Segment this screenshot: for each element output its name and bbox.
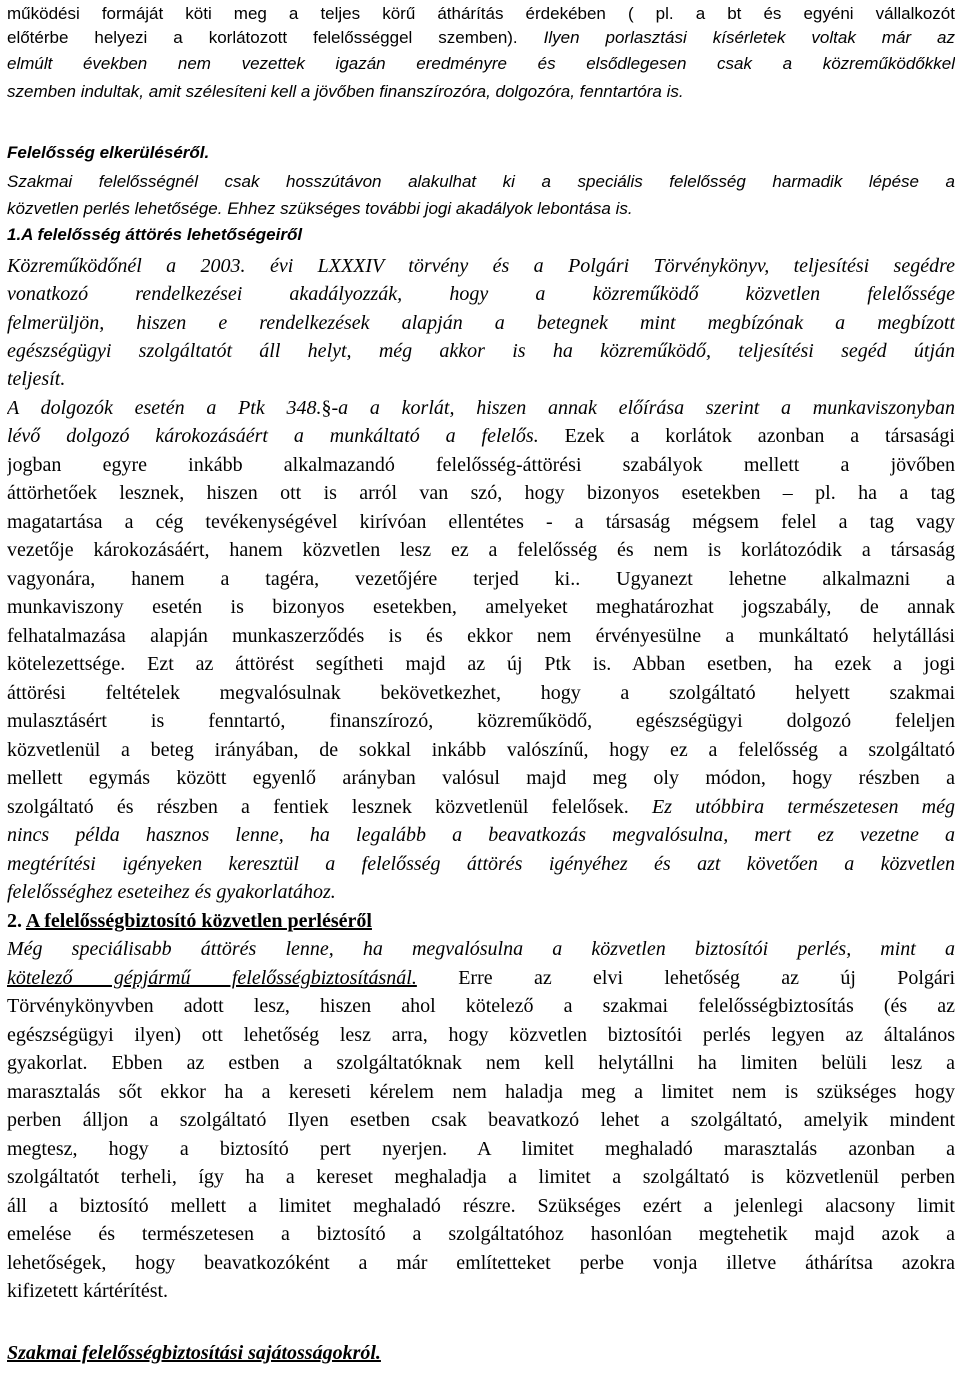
text-line [7,221,955,248]
text-line [7,366,955,393]
text-run: nincs példa hasznos lenne, ha legalább a beavatkozás megvalósulna, mert ez vezetne a [7,824,955,846]
text-run: 1.A felelősség áttörés lehetőségeiről [7,225,303,244]
text-run: lehetőségek, hogy beavatkozóként a már említetteket perbe vonja illetve áthárítsa azokra [7,1252,955,1274]
text-line [7,737,955,764]
text-line [7,965,955,992]
text-line [7,651,955,678]
text-run: megtérítési igényeken keresztül a felelősség áttörés igényéhez és azt követően a közvetlen [7,853,955,875]
text-run: teljesít. [7,368,66,390]
text-run: § [321,397,332,419]
text-run: vonatkozó rendelkezései akadályozzák, hogy a közreműködő közvetlen felelőssége [7,283,955,305]
text-line [7,24,955,51]
text-line [7,879,955,906]
text-line [7,1221,955,1248]
text-line [7,253,955,280]
text-line [7,566,955,593]
text-line [7,1340,955,1367]
text-run: gyakorlat. Ebben az estben a szolgáltatóknak nem kell helytállni ha limiten belüli lesz a [7,1052,955,1074]
text-run: felhatalmazása alapján munkaszerződés is és ekkor nem érvényesülne a munkáltató helytállási [7,625,955,647]
text-run: áttörési feltételek megvalósulnak bekövetkezhet, hogy a szolgáltató helyett szakmai [7,682,955,704]
text-line [7,509,955,536]
text-line [7,452,955,479]
text-run: elmúlt években nem vezettek igazán eredményre és elsődlegesen csak a közreműködőkkel [7,54,955,73]
text-run: kötelezettsége. Ezt az áttörést segítheti majd az új Ptk is. Abban esetben, ha ezek a jogi [7,653,955,675]
text-run: mulasztásért is fenntartó, finanszírozó, közreműködő, egészségügyi dolgozó feleljen [7,710,955,732]
text-line [7,139,955,166]
text-line [7,1250,955,1277]
text-run: jogban egyre inkább alkalmazandó felelősség-áttörési szabályok mellett a jövőben [7,454,955,476]
text-run: egészségügyi szolgáltatót áll helyt, még akkor is ha közreműködő, teljesítési segéd útján [7,340,955,362]
text-line [7,0,955,27]
text-run: szolgáltató és részben a fentiek lesznek közvetlenül felelősek. [7,796,653,818]
text-run: közvetlenül a beteg irányában, de sokkal inkább valószínű, hogy ez a felelősség a szolgáltató [7,739,955,761]
text-line [7,794,955,821]
text-run: A dolgozók esetén a Ptk 348. [7,397,322,419]
text-run: Ezek a korlátok azonban a társasági [538,425,955,447]
text-run: lévő dolgozó károkozásáért a munkáltató a felelős. [7,425,539,447]
text-line [7,78,955,105]
text-run: perben álljon a szolgáltató Ilyen esetben csak beavatkozó lehet a szolgáltató, amelyik mindent [7,1109,955,1131]
text-line [7,993,955,1020]
text-line [7,708,955,735]
text-run: szolgáltatót terheli, így ha a kereset meghaladja a limitet a szolgáltató is közvetlenül perben [7,1166,955,1188]
text-line [7,1278,955,1305]
text-run: Erre az elvi lehetőség az új Polgári [416,967,955,989]
text-run: kifizetett kártérítést. [7,1280,169,1302]
text-run: előtérbe helyezi a korlátozott felelősséggel szemben). [7,28,544,47]
text-run: Szakmai felelősségbiztosítási sajátosságokról. [7,1342,381,1364]
text-line [7,1079,955,1106]
text-line [7,537,955,564]
text-run: 2. [7,910,26,932]
text-run: működési formáját köti meg a teljes körű áthárítás érdekében ( pl. a bt és egyéni vállalkozót [7,4,955,23]
text-run: Szakmai felelősségnél csak hosszútávon alakulhat ki a speciális felelősség harmadik lépése a [7,172,955,191]
text-run: megtesz, hogy a biztosító pert nyerjen. A limitet meghaladó marasztalás azonban a [7,1138,955,1160]
text-run: évi LXXXIV törvény és a Polgári Törvénykönyv, teljesítési segédre [269,255,955,277]
text-run: szemben indultak, amit szélesíteni kell a jövőben finanszírozóra, dolgozóra, fenntartóra is. [7,82,684,101]
text-line [7,822,955,849]
text-line [7,1022,955,1049]
text-line [7,936,955,963]
text-line [7,281,955,308]
text-run: kötelező gépjármű felelősségbiztosításnál. [7,967,417,989]
text-run: felmerüljön, hiszen e rendelkezések alapján a betegnek mint megbízónak a megbízott [7,312,955,334]
text-run: egészségügyi ilyen) ott lehetőség lesz arra, hogy közvetlen biztosítói perlés legyen az általános [7,1024,955,1046]
text-run: vagyonára, hanem a tagéra, vezetőjére terjed ki.. Ugyanezt lehetne alkalmazni a [7,568,955,590]
text-line [7,765,955,792]
text-line [7,195,955,222]
text-run: munkaviszony esetén is bizonyos esetekben, amelyeket meghatározhat jogszabály, de annak [7,596,955,618]
text-line [7,338,955,365]
text-run: vezetője károkozásáért, hanem közvetlen lesz ez a felelősség és nem is korlátozódik a társaság [7,539,955,561]
text-run: felelősséghez eseteihez és gyakorlatához. [7,881,336,903]
text-line [7,594,955,621]
text-run: marasztalás sőt ekkor ha a kereseti kérelem nem haladja meg a limitet nem is szükséges hogy [7,1081,955,1103]
text-line [7,1050,955,1077]
text-line [7,680,955,707]
text-line [7,168,955,195]
text-run: -a a korlát, hiszen annak előírása szerint a munkaviszonyban [331,397,955,419]
text-line [7,1164,955,1191]
text-run: mellett egymás között egyenlő arányban valósul majd meg oly módon, hogy részben a [7,767,955,789]
text-line [7,851,955,878]
text-line [7,1193,955,1220]
text-run: magatartása a cég tevékenységével kirívóan ellentétes - a társaság mégsem felel a tag vagy [7,511,955,533]
text-run: Közreműködőnél a 2003. [7,255,270,277]
text-line [7,423,955,450]
text-run: A felelősségbiztosító közvetlen perléséről [25,910,372,932]
text-run: Ez utóbbira természetesen még [652,796,955,818]
text-line [7,623,955,650]
text-line [7,310,955,337]
text-run: közvetlen perlés lehetősége. Ehhez szükséges további jogi akadályok lebontása is. [7,199,633,218]
text-run: Törvénykönyvben adott lesz, hiszen ahol kötelező a szakmai felelősségbiztosítás (és az [7,995,955,1017]
text-line [7,1136,955,1163]
text-run: Felelősség elkerüléséről. [7,143,210,162]
text-line [7,395,955,422]
text-line [7,480,955,507]
text-line [7,1107,955,1134]
text-run: emelése és természetesen a biztosító a szolgáltatóhoz hasonlóan megtehetik majd azok a [7,1223,955,1245]
text-run: áll a biztosító mellett a limitet meghaladó részre. Szükséges ezért a jelenlegi alacsony limit [7,1195,955,1217]
text-line [7,50,955,77]
text-line [7,908,955,935]
text-run: áttörhetőek lesznek, hiszen ott is arról van szó, hogy bizonyos esetekben – pl. ha a tag [7,482,955,504]
text-run: Még speciálisabb áttörés lenne, ha megvalósulna a közvetlen biztosítói perlés, mint a [7,938,955,960]
text-run: Ilyen porlasztási kísérletek voltak már az [543,28,955,47]
